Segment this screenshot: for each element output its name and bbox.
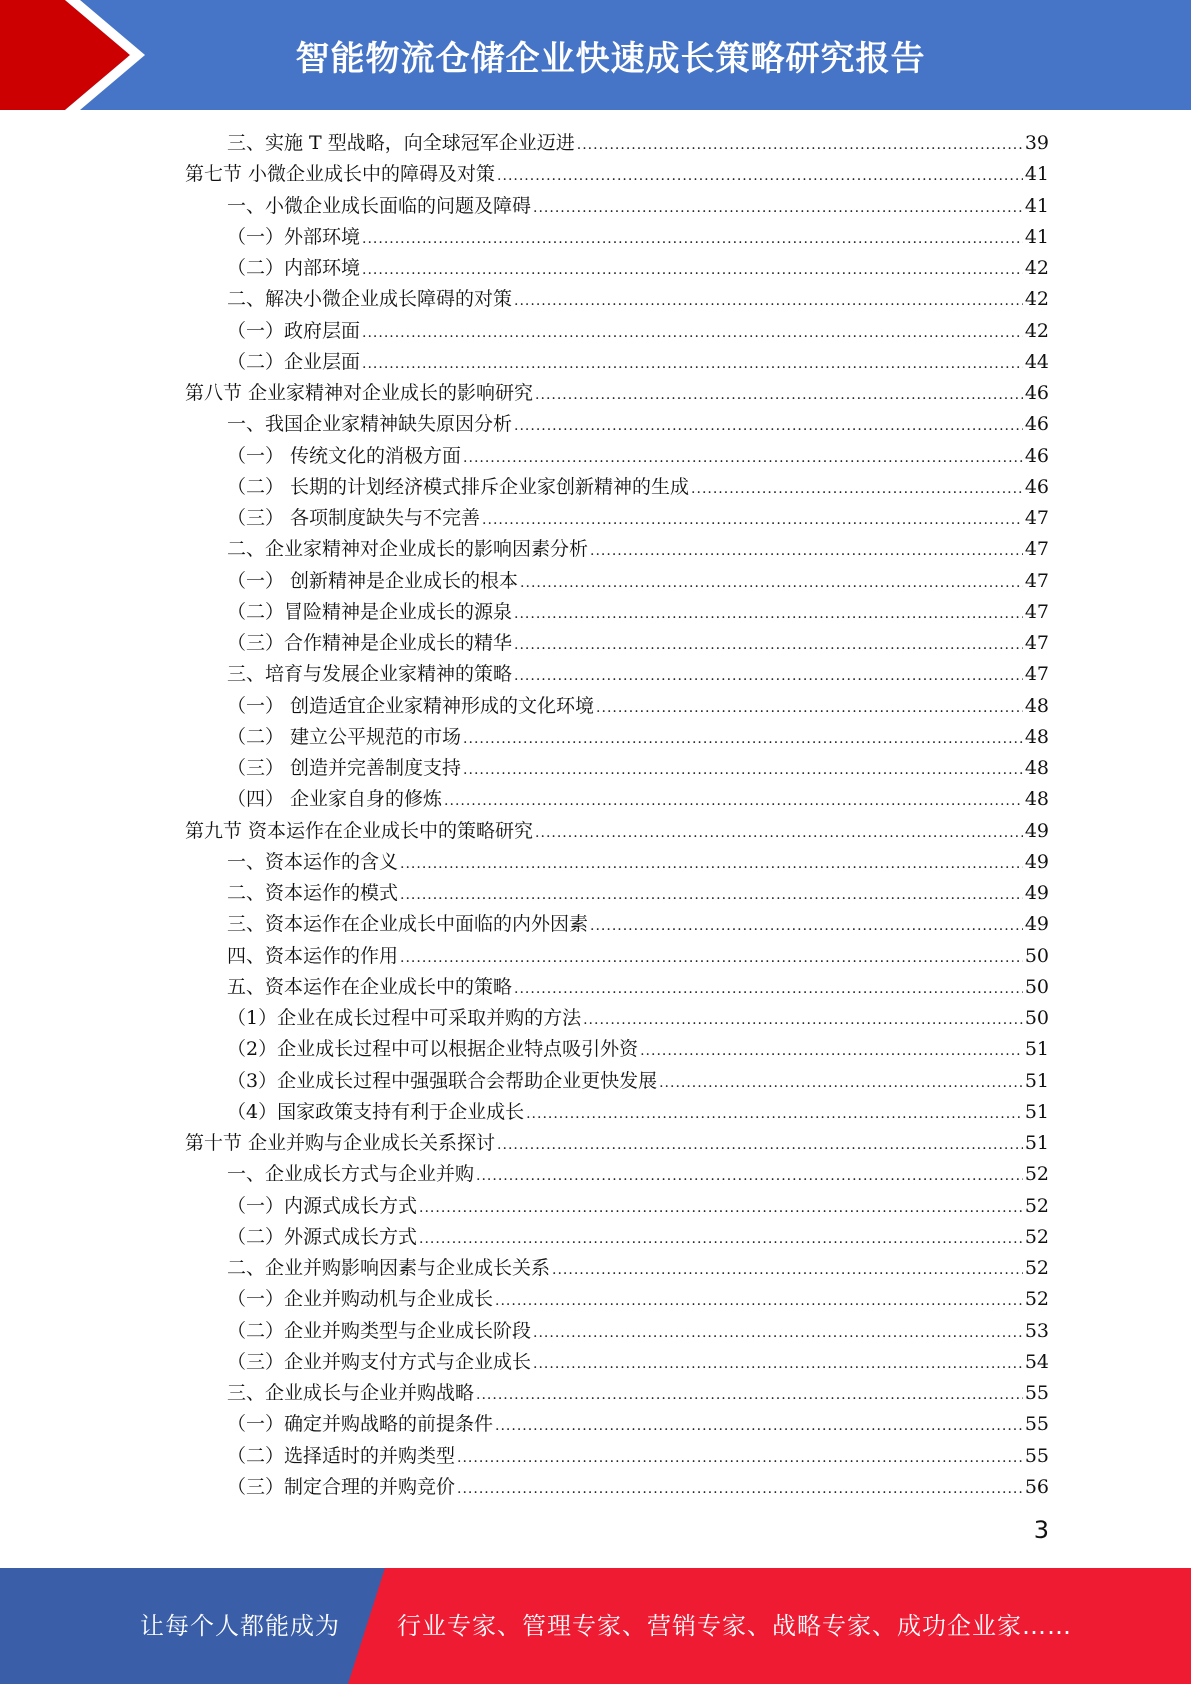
- toc-entry-title: （二） 建立公平规范的市场: [227, 725, 462, 748]
- toc-entry-page: 52: [1024, 1288, 1049, 1311]
- toc-dot-leader: [526, 1099, 1023, 1130]
- toc-entry-page: 51: [1024, 1100, 1049, 1123]
- toc-dot-leader: [659, 1068, 1023, 1099]
- toc-entry-page: 47: [1024, 632, 1049, 654]
- toc-entry-title: （二）企业层面: [227, 350, 361, 373]
- toc-entry-title: （三）企业并购支付方式与企业成长: [227, 1350, 532, 1373]
- toc-entry-title: （2）企业成长过程中可以根据企业特点吸引外资: [227, 1038, 639, 1061]
- toc-dot-leader: [640, 1036, 1023, 1067]
- toc-entry[interactable]: [185, 659, 1049, 690]
- toc-entry-page: 47: [1024, 569, 1049, 592]
- toc-entry-page: 49: [1024, 819, 1049, 842]
- toc-entry-title: （一）确定并购战略的前提条件: [227, 1413, 494, 1436]
- toc-dot-leader: [476, 1380, 1023, 1411]
- toc-entry-title: 第八节 企业家精神对企业成长的影响研究: [185, 382, 534, 404]
- toc-dot-leader: [497, 1130, 1023, 1161]
- toc-entry-page: 48: [1024, 694, 1049, 717]
- toc-entry[interactable]: [185, 1222, 1049, 1253]
- toc-entry-title: 第十节 企业并购与企业成长关系探讨: [185, 1132, 496, 1154]
- toc-dot-leader: [533, 1318, 1023, 1349]
- toc-entry-page: 55: [1024, 1444, 1049, 1467]
- toc-entry[interactable]: [185, 1097, 1049, 1128]
- toc-entry-title: （二）冒险精神是企业成长的源泉: [227, 600, 513, 623]
- toc-entry[interactable]: [185, 472, 1049, 503]
- toc-entry-title: （一）内源式成长方式: [227, 1194, 418, 1217]
- toc-dot-leader: [514, 599, 1023, 630]
- toc-entry[interactable]: [185, 597, 1049, 628]
- toc-entry-page: 56: [1024, 1475, 1049, 1498]
- report-title: 智能物流仓储企业快速成长策略研究报告: [295, 38, 926, 79]
- toc-entry-page: 50: [1024, 1007, 1049, 1029]
- toc-entry-page: 53: [1024, 1319, 1049, 1342]
- toc-dot-leader: [596, 693, 1023, 724]
- toc-entry-page: 50: [1024, 975, 1049, 998]
- toc-entry[interactable]: [185, 847, 1049, 878]
- toc-dot-leader: [362, 349, 1023, 380]
- toc-dot-leader: [535, 818, 1023, 849]
- toc-entry[interactable]: [185, 441, 1049, 472]
- toc-entry[interactable]: [185, 1409, 1049, 1440]
- toc-entry-title: 三、资本运作在企业成长中面临的内外因素: [227, 913, 589, 936]
- toc-entry-page: 48: [1024, 788, 1049, 811]
- toc-entry[interactable]: [185, 1347, 1049, 1378]
- toc-entry-page: 51: [1024, 1038, 1049, 1061]
- toc-entry[interactable]: [185, 691, 1049, 722]
- toc-dot-leader: [476, 1161, 1023, 1192]
- toc-entry-title: 一、企业成长方式与企业并购: [227, 1163, 475, 1186]
- toc-entry-page: 46: [1024, 382, 1049, 404]
- toc-entry-page: 42: [1024, 319, 1049, 342]
- table-of-contents: [185, 128, 1049, 1503]
- toc-entry-title: （一） 创造适宜企业家精神形成的文化环境: [227, 694, 595, 717]
- toc-entry-page: 48: [1024, 725, 1049, 748]
- toc-entry-page: 49: [1024, 913, 1049, 936]
- toc-entry[interactable]: [185, 1003, 1049, 1034]
- toc-entry-page: 51: [1024, 1132, 1049, 1154]
- page-footer: [0, 1568, 1191, 1684]
- toc-dot-leader: [691, 474, 1023, 505]
- toc-entry[interactable]: [185, 378, 1049, 409]
- toc-entry-title: 一、资本运作的含义: [227, 850, 399, 873]
- toc-entry-page: 47: [1024, 507, 1049, 529]
- toc-entry-title: （一） 传统文化的消极方面: [227, 444, 462, 467]
- toc-entry-title: 四、资本运作的作用: [227, 944, 399, 967]
- toc-entry-page: 42: [1024, 288, 1049, 311]
- toc-entry-title: 二、资本运作的模式: [227, 882, 399, 904]
- toc-entry-title: （一）企业并购动机与企业成长: [227, 1288, 494, 1311]
- toc-dot-leader: [457, 1474, 1023, 1505]
- page-number: 3: [1033, 1516, 1049, 1544]
- toc-entry-page: 47: [1024, 538, 1049, 561]
- toc-entry[interactable]: [185, 222, 1049, 253]
- toc-entry-title: 二、解决小微企业成长障碍的对策: [227, 288, 513, 311]
- toc-entry[interactable]: [185, 1316, 1049, 1347]
- toc-dot-leader: [533, 193, 1023, 224]
- toc-entry-title: （4）国家政策支持有利于企业成长: [227, 1100, 525, 1123]
- toc-dot-leader: [400, 880, 1023, 911]
- toc-entry-title: 第七节 小微企业成长中的障碍及对策: [185, 163, 496, 186]
- toc-entry[interactable]: [185, 972, 1049, 1003]
- toc-dot-leader: [514, 286, 1023, 317]
- toc-entry-page: 52: [1024, 1257, 1049, 1279]
- toc-entry-title: （三）制定合理的并购竞价: [227, 1475, 456, 1498]
- toc-dot-leader: [444, 786, 1023, 817]
- toc-entry[interactable]: [185, 1066, 1049, 1097]
- toc-entry[interactable]: [185, 316, 1049, 347]
- toc-entry-title: 三、实施 T 型战略，向全球冠军企业迈进: [227, 132, 575, 154]
- page-header: [0, 0, 1191, 110]
- toc-entry[interactable]: [185, 503, 1049, 534]
- toc-entry-title: （二）内部环境: [227, 257, 361, 279]
- toc-entry-page: 49: [1024, 882, 1049, 904]
- toc-entry-title: 一、我国企业家精神缺失原因分析: [227, 413, 513, 436]
- toc-entry-title: 三、企业成长与企业并购战略: [227, 1382, 475, 1404]
- toc-entry[interactable]: [185, 1284, 1049, 1315]
- toc-entry[interactable]: [185, 534, 1049, 565]
- toc-dot-leader: [535, 380, 1023, 411]
- toc-entry-title: 第九节 资本运作在企业成长中的策略研究: [185, 819, 534, 842]
- toc-entry-page: 49: [1024, 850, 1049, 873]
- toc-entry[interactable]: [185, 1472, 1049, 1503]
- toc-dot-leader: [362, 224, 1023, 255]
- toc-entry-page: 52: [1024, 1163, 1049, 1186]
- toc-entry[interactable]: [185, 1191, 1049, 1222]
- toc-entry-title: （一）政府层面: [227, 319, 361, 342]
- toc-entry-title: （二）企业并购类型与企业成长阶段: [227, 1319, 532, 1342]
- toc-entry-title: （二） 长期的计划经济模式排斥企业家创新精神的生成: [227, 475, 690, 498]
- toc-entry-page: 46: [1024, 413, 1049, 436]
- footer-slogan-left: 让每个人都能成为: [140, 1612, 340, 1640]
- toc-entry-page: 42: [1024, 257, 1049, 279]
- footer-slogan-right: 行业专家、管理专家、营销专家、战略专家、成功企业家……: [397, 1612, 1072, 1640]
- toc-dot-leader: [457, 1443, 1023, 1474]
- toc-dot-leader: [463, 724, 1023, 755]
- toc-entry-page: 44: [1024, 350, 1049, 373]
- toc-entry-title: 二、企业并购影响因素与企业成长关系: [227, 1257, 551, 1279]
- toc-entry[interactable]: [185, 566, 1049, 597]
- toc-entry-title: （1）企业在成长过程中可采取并购的方法: [227, 1007, 582, 1029]
- toc-entry[interactable]: [185, 347, 1049, 378]
- toc-entry[interactable]: [185, 941, 1049, 972]
- toc-entry[interactable]: [185, 284, 1049, 315]
- toc-entry-page: 52: [1024, 1194, 1049, 1217]
- toc-entry-page: 41: [1024, 194, 1049, 217]
- toc-entry-title: （二）选择适时的并购类型: [227, 1444, 456, 1467]
- toc-entry-title: （三） 创造并完善制度支持: [227, 757, 462, 779]
- toc-dot-leader: [520, 568, 1023, 599]
- toc-entry-title: （3）企业成长过程中强强联合会帮助企业更快发展: [227, 1069, 658, 1092]
- toc-entry-title: 二、企业家精神对企业成长的影响因素分析: [227, 538, 589, 561]
- toc-dot-leader: [497, 161, 1023, 192]
- toc-dot-leader: [362, 318, 1023, 349]
- toc-entry-page: 52: [1024, 1225, 1049, 1248]
- toc-dot-leader: [400, 943, 1023, 974]
- toc-dot-leader: [362, 255, 1023, 286]
- toc-entry[interactable]: [185, 253, 1049, 284]
- toc-entry[interactable]: [185, 1253, 1049, 1284]
- toc-entry[interactable]: [185, 128, 1049, 159]
- toc-dot-leader: [482, 505, 1023, 536]
- toc-entry[interactable]: [185, 409, 1049, 440]
- toc-dot-leader: [419, 1224, 1023, 1255]
- toc-entry-title: （二）外源式成长方式: [227, 1225, 418, 1248]
- toc-entry-page: 41: [1024, 225, 1049, 248]
- toc-entry-page: 47: [1024, 600, 1049, 623]
- toc-dot-leader: [590, 911, 1023, 942]
- toc-entry[interactable]: [185, 1378, 1049, 1409]
- toc-entry-title: （一） 创新精神是企业成长的根本: [227, 569, 519, 592]
- toc-entry-page: 39: [1024, 132, 1049, 154]
- toc-entry-page: 54: [1024, 1350, 1049, 1373]
- toc-entry[interactable]: [185, 753, 1049, 784]
- toc-entry-page: 46: [1024, 475, 1049, 498]
- toc-entry-title: 五、资本运作在企业成长中的策略: [227, 975, 513, 998]
- toc-dot-leader: [463, 755, 1023, 786]
- toc-entry-page: 46: [1024, 444, 1049, 467]
- toc-dot-leader: [514, 630, 1023, 661]
- toc-dot-leader: [590, 536, 1023, 567]
- toc-entry[interactable]: [185, 909, 1049, 940]
- toc-dot-leader: [583, 1005, 1023, 1036]
- toc-entry-page: 41: [1024, 163, 1049, 186]
- toc-entry-title: 三、培育与发展企业家精神的策略: [227, 663, 513, 686]
- toc-entry[interactable]: [185, 784, 1049, 815]
- toc-entry[interactable]: [185, 1034, 1049, 1065]
- toc-dot-leader: [495, 1286, 1023, 1317]
- toc-dot-leader: [514, 411, 1023, 442]
- toc-entry-title: （一）外部环境: [227, 225, 361, 248]
- toc-entry-page: 55: [1024, 1382, 1049, 1404]
- toc-dot-leader: [514, 661, 1023, 692]
- toc-entry[interactable]: [185, 159, 1049, 190]
- toc-dot-leader: [463, 443, 1023, 474]
- toc-dot-leader: [514, 974, 1023, 1005]
- toc-dot-leader: [419, 1193, 1023, 1224]
- toc-entry-title: （三） 各项制度缺失与不完善: [227, 507, 481, 529]
- toc-entry[interactable]: [185, 1441, 1049, 1472]
- toc-entry-page: 55: [1024, 1413, 1049, 1436]
- toc-entry[interactable]: [185, 722, 1049, 753]
- toc-entry-page: 48: [1024, 757, 1049, 779]
- toc-dot-leader: [495, 1411, 1023, 1442]
- toc-dot-leader: [552, 1255, 1023, 1286]
- toc-entry-page: 47: [1024, 663, 1049, 686]
- toc-dot-leader: [577, 130, 1023, 161]
- toc-entry[interactable]: [185, 816, 1049, 847]
- toc-entry[interactable]: [185, 191, 1049, 222]
- toc-entry[interactable]: [185, 1159, 1049, 1190]
- toc-entry-title: 一、小微企业成长面临的问题及障碍: [227, 194, 532, 217]
- toc-dot-leader: [400, 849, 1023, 880]
- toc-entry-title: （四） 企业家自身的修炼: [227, 788, 443, 811]
- toc-entry[interactable]: [185, 878, 1049, 909]
- toc-entry-title: （三）合作精神是企业成长的精华: [227, 632, 513, 654]
- toc-entry[interactable]: [185, 1128, 1049, 1159]
- toc-entry-page: 50: [1024, 944, 1049, 967]
- toc-entry-page: 51: [1024, 1069, 1049, 1092]
- toc-entry[interactable]: [185, 628, 1049, 659]
- toc-dot-leader: [533, 1349, 1023, 1380]
